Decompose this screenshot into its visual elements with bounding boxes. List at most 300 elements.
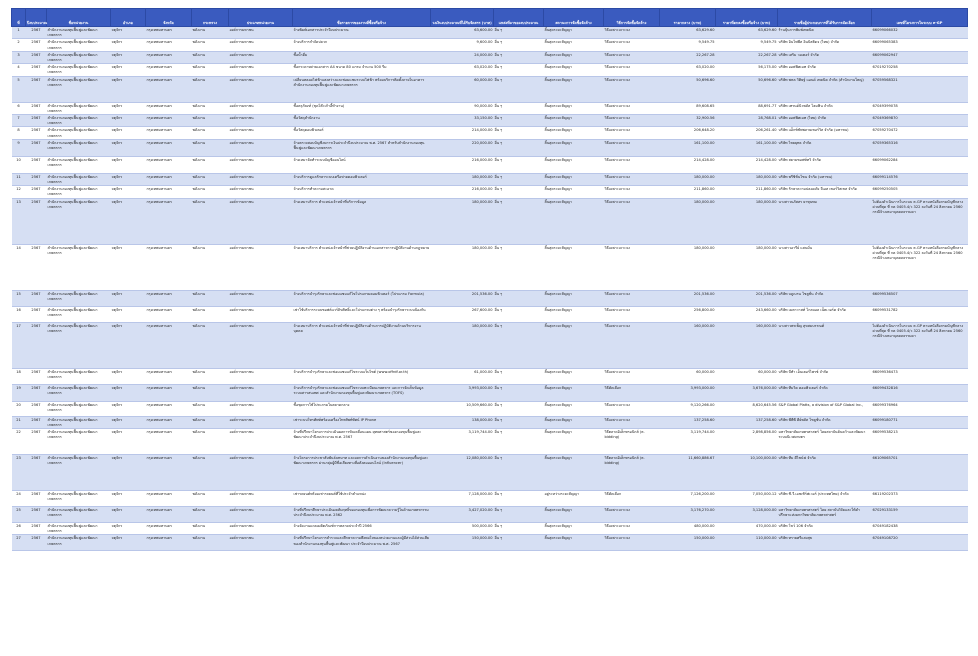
cell-province: กรุงเทพมหานคร [146, 322, 192, 368]
cell-no: 20 [12, 401, 26, 416]
cell-source: อื่น ๆ [494, 290, 544, 306]
cell-district: จตุจักร [111, 76, 146, 102]
cell-amount: 10,100,000.00 [716, 455, 778, 491]
table-row[interactable] [12, 64, 968, 76]
cell-year: 2567 [26, 322, 47, 368]
cell-ministry: พลังงาน [192, 322, 229, 368]
cell-vendor: บริษัท พรีซิชั่นโซน จำกัด (มหาชน) [778, 173, 872, 185]
cell-vendor: บริษัท พีพีพี คีย์พลัส โซลูชั่น จำกัด [778, 416, 872, 428]
cell-project: ซื้อวัสดุสำนักงาน [293, 115, 431, 127]
cell-source: อื่น ๆ [494, 102, 544, 114]
table-row[interactable] [12, 198, 968, 244]
table-row[interactable] [12, 173, 968, 185]
cell-amount: 7,050,000.12 [716, 491, 778, 507]
cell-amount: 214,428.00 [716, 156, 778, 173]
cell-source: อื่น ๆ [494, 416, 544, 428]
column-header-amount: ราคาที่ตกลงซื้อหรือจ้าง (บาท) [716, 9, 778, 27]
column-header-method: วิธีการจัดซื้อจัดจ้าง [604, 9, 660, 27]
cell-median: 60,000.00 [660, 368, 716, 384]
cell-vendor: นางสาวนภัสสร ยาทุนทม [778, 198, 872, 244]
cell-amount: 88,691.77 [716, 102, 778, 114]
cell-source: อื่น ๆ [494, 455, 544, 491]
cell-amount: 2,898,856.00 [716, 429, 778, 455]
cell-median: 161,100.00 [660, 139, 716, 156]
cell-agency-type: องค์การมหาชน [229, 401, 293, 416]
cell-source: อื่น ๆ [494, 156, 544, 173]
cell-contract: 67059568321 [872, 76, 968, 102]
cell-vendor: บริษัท โชว์ 106 จำกัด [778, 523, 872, 535]
cell-status: สิ้นสุดระยะสัญญา [544, 198, 604, 244]
cell-vendor: บริษัท อินโฟพีส อินบิสติดจ (ไทย) จำกัด [778, 39, 872, 51]
cell-province: กรุงเทพมหานคร [146, 401, 192, 416]
cell-method: วิธีเฉพาะเจาะจง [604, 186, 660, 198]
cell-status: สิ้นสุดระยะสัญญา [544, 535, 604, 551]
cell-project: จ้างบริการทำความสะอาด [293, 186, 431, 198]
cell-ministry: พลังงาน [192, 127, 229, 139]
cell-method: วิธีเฉพาะเจาะจง [604, 64, 660, 76]
table-row[interactable] [12, 491, 968, 507]
cell-vendor: บริษัท ไชยยุทธ จำกัด [778, 139, 872, 156]
cell-province: กรุงเทพมหานคร [146, 102, 192, 114]
cell-no: 22 [12, 429, 26, 455]
cell-agency: สำนักงานกองทุนฟื้นฟูและพัฒนาเกษตรกร [47, 384, 111, 401]
column-header-contract: เลขที่โครงการในระบบ e-GP [872, 9, 968, 27]
cell-method: วิธีเฉพาะเจาะจง [604, 27, 660, 39]
cell-agency-type: องค์การมหาชน [229, 76, 293, 102]
cell-budget: 201,536.00 [431, 290, 494, 306]
cell-project: ซื้อครุภัณฑ์ (ชุดโต๊ะเก้าอี้ทำงาน) [293, 102, 431, 114]
cell-agency: สำนักงานกองทุนฟื้นฟูและพัฒนาเกษตรกร [47, 368, 111, 384]
cell-agency: สำนักงานกองทุนฟื้นฟูและพัฒนาเกษตรกร [47, 290, 111, 306]
cell-project: จ้างตรวจสอบบัญชีงบการเงินประจำปีงบประมาณ พ.ศ. 2567 สำหรับสำนักงานกองทุนฟื้นฟูและพัฒนาเกษตรกร [293, 139, 431, 156]
cell-source: อื่น ๆ [494, 507, 544, 523]
column-header-project: ชื่อรายการของงานที่ซื้อหรือจ้าง [293, 9, 431, 27]
cell-no: 11 [12, 173, 26, 185]
cell-median: 180,000.00 [660, 244, 716, 290]
cell-status: สิ้นสุดระยะสัญญา [544, 102, 604, 114]
cell-vendor: บริษัท ออฟฟิศเมท จำกัด [778, 64, 872, 76]
cell-agency-type: องค์การมหาชน [229, 507, 293, 523]
cell-status: สิ้นสุดระยะสัญญา [544, 429, 604, 455]
table-row[interactable] [12, 523, 968, 535]
cell-method: วิธีตลาดอิเล็กทรอนิกส์ (e-bidding) [604, 455, 660, 491]
cell-contract: 66099376964 [872, 401, 968, 416]
cell-amount: 180,000.00 [716, 244, 778, 290]
cell-agency-type: องค์การมหาชน [229, 64, 293, 76]
cell-agency: สำนักงานกองทุนฟื้นฟูและพัฒนาเกษตรกร [47, 127, 111, 139]
cell-year: 2567 [26, 173, 47, 185]
cell-median: 150,000.00 [660, 535, 716, 551]
column-header-agency-type: ประเภทหน่วยงาน [229, 9, 293, 27]
cell-project: ซื้อชุดการใช้โปรแกรมในตลาดกลาง [293, 401, 431, 416]
cell-agency-type: องค์การมหาชน [229, 290, 293, 306]
cell-source: อื่น ๆ [494, 115, 544, 127]
cell-amount: 180,000.00 [716, 198, 778, 244]
cell-budget: 63,600.00 [431, 27, 494, 39]
cell-year: 2567 [26, 39, 47, 51]
cell-year: 2567 [26, 156, 47, 173]
cell-province: กรุงเทพมหานคร [146, 416, 192, 428]
cell-year: 2567 [26, 384, 47, 401]
cell-project: จ้างเหมาบริการ ตำแหน่งเจ้าหน้าที่ช่วยปฏิบัติงานด้านเอกสารการปฏิบัติงานด้านกฎหมาย [293, 244, 431, 290]
cell-project: ซื้อวัสดุคอมพิวเตอร์ [293, 127, 431, 139]
cell-district: จตุจักร [111, 127, 146, 139]
cell-method: วิธีเฉพาะเจาะจง [604, 535, 660, 551]
table-row[interactable] [12, 51, 968, 63]
cell-agency-type: องค์การมหาชน [229, 115, 293, 127]
cell-no: 16 [12, 306, 26, 322]
cell-project: เช่ารถยนต์พร้อมเช่ารถยนต์ที่ใช้ประจำตำแหน่ง [293, 491, 431, 507]
cell-project: จ้างจัดงานแถลงผลิตภัณฑ์การตลาดประจำปี 2566 [293, 523, 431, 535]
cell-district: จตุจักร [111, 27, 146, 39]
table-row[interactable] [12, 416, 968, 428]
cell-province: กรุงเทพมหานคร [146, 368, 192, 384]
cell-year: 2567 [26, 368, 47, 384]
cell-source: อื่น ๆ [494, 51, 544, 63]
cell-year: 2567 [26, 507, 47, 523]
table-body [12, 27, 968, 551]
cell-province: กรุงเทพมหานคร [146, 156, 192, 173]
cell-method: วิธีคัดเลือก [604, 491, 660, 507]
cell-agency-type: องค์การมหาชน [229, 102, 293, 114]
cell-agency-type: องค์การมหาชน [229, 429, 293, 455]
table-row[interactable] [12, 455, 968, 491]
column-header-budget: วงเงินงบประมาณที่ได้รับจัดสรร (บาท) [431, 9, 494, 27]
cell-status: สิ้นสุดระยะสัญญา [544, 306, 604, 322]
cell-project: จ้างเหมาบริการ ตำแหน่งเจ้าหน้าที่ช่วยปฏิบัติงานด้านการปฏิบัติงานด้านบริหารงานบุคคล [293, 322, 431, 368]
cell-no: 7 [12, 115, 26, 127]
cell-year: 2567 [26, 139, 47, 156]
cell-agency: สำนักงานกองทุนฟื้นฟูและพัฒนาเกษตรกร [47, 139, 111, 156]
cell-source: อื่น ๆ [494, 306, 544, 322]
cell-method: วิธีเฉพาะเจาะจง [604, 198, 660, 244]
cell-budget: 216,000.00 [431, 186, 494, 198]
cell-project: ซื้อกระดาษถ่ายเอกสาร A4 ขนาด 80 แกรม จำนวน 500 รีม [293, 64, 431, 76]
cell-no: 13 [12, 198, 26, 244]
cell-agency: สำนักงานกองทุนฟื้นฟูและพัฒนาเกษตรกร [47, 115, 111, 127]
table-row[interactable] [12, 384, 968, 401]
table-row[interactable] [12, 290, 968, 306]
cell-ministry: พลังงาน [192, 139, 229, 156]
table-row[interactable] [12, 115, 968, 127]
cell-project: เช่าใช้บริการระบบซอฟต์แวร์ลิขสิทธิ์และโปรแกรมต่าง ๆ พร้อมบำรุงรักษาระบบป้องกัน [293, 306, 431, 322]
cell-status: สิ้นสุดระยะสัญญา [544, 455, 604, 491]
cell-agency-type: องค์การมหาชน [229, 455, 293, 491]
cell-vendor: บริษัท ซี.วี.เอชเซิร์ฟเวอร์ (ประเทศไทย) จำกัด [778, 491, 872, 507]
cell-ministry: พลังงาน [192, 384, 229, 401]
cell-source: อื่น ๆ [494, 27, 544, 39]
cell-year: 2567 [26, 290, 47, 306]
cell-status: สิ้นสุดระยะสัญญา [544, 401, 604, 416]
cell-budget: 60,000.00 [431, 76, 494, 102]
cell-vendor: บริษัท ออฟฟิศเมท (ไทย) จำกัด [778, 115, 872, 127]
cell-budget: 138,000.00 [431, 416, 494, 428]
cell-status: สิ้นสุดระยะสัญญา [544, 384, 604, 401]
cell-year: 2567 [26, 127, 47, 139]
cell-province: กรุงเทพมหานคร [146, 64, 192, 76]
cell-agency: สำนักงานกองทุนฟื้นฟูและพัฒนาเกษตรกร [47, 507, 111, 523]
cell-year: 2567 [26, 76, 47, 102]
column-header-no: ที่ [12, 9, 26, 27]
cell-district: จตุจักร [111, 535, 146, 551]
cell-district: จตุจักร [111, 39, 146, 51]
cell-no: 26 [12, 523, 26, 535]
cell-vendor: บริษัท ทรายศรีแสงสุข [778, 535, 872, 551]
table-row[interactable] [12, 186, 968, 198]
cell-method: วิธีเฉพาะเจาะจง [604, 416, 660, 428]
cell-status: สิ้นสุดระยะสัญญา [544, 51, 604, 63]
cell-no: 8 [12, 127, 26, 139]
cell-province: กรุงเทพมหานคร [146, 27, 192, 39]
cell-ministry: พลังงาน [192, 244, 229, 290]
cell-province: กรุงเทพมหานคร [146, 429, 192, 455]
cell-agency-type: องค์การมหาชน [229, 384, 293, 401]
cell-no: 19 [12, 384, 26, 401]
cell-median: 256,800.00 [660, 306, 716, 322]
cell-median: 137,258.60 [660, 416, 716, 428]
cell-median: 9,549.75 [660, 39, 716, 51]
cell-agency: สำนักงานกองทุนฟื้นฟูและพัฒนาเกษตรกร [47, 186, 111, 198]
cell-source: อื่น ๆ [494, 535, 544, 551]
cell-median: 180,000.00 [660, 198, 716, 244]
table-row[interactable] [12, 535, 968, 551]
cell-contract: 67049369870 [872, 115, 968, 127]
cell-amount: 201,536.00 [716, 290, 778, 306]
cell-contract: 66099536473 [872, 368, 968, 384]
cell-vendor: นางสาวพรเพ็ญ สุขสมบรรณศ์ [778, 322, 872, 368]
cell-contract: 66099065383 [872, 39, 968, 51]
cell-agency-type: องค์การมหาชน [229, 368, 293, 384]
cell-project: จ้างที่ปรึกษาโครงการประเมินผลการขับเคลื่อนแผน ยุทธศาสตร์ของกองทุนฟื้นฟูและพัฒนาประจำปีงบประมาณ พ.ศ. 2567 [293, 429, 431, 455]
cell-contract: 66099114576 [872, 173, 968, 185]
table-row[interactable] [12, 368, 968, 384]
cell-district: จตุจักร [111, 429, 146, 455]
cell-year: 2567 [26, 64, 47, 76]
cell-method: วิธีเฉพาะเจาะจง [604, 102, 660, 114]
cell-contract: ไม่ต้องดำเนินการในระบบ e-GP ตามหนังสือกรมบัญชีกลาง ด่วนที่สุด ที่ กค 0405.4/ว 322 ลงวันที่ 24 สิงหาคม 2560 กรณีจ้างเหมาบุคคลธรรมดา [872, 244, 968, 290]
cell-method: วิธีเฉพาะเจาะจง [604, 368, 660, 384]
cell-median: 63,629.60 [660, 27, 716, 39]
cell-province: กรุงเทพมหานคร [146, 244, 192, 290]
cell-project: เปลี่ยนหลอดไฟฟ้าแสงสว่างและซ่อมแซมระบบไฟฟ้า พร้อมบริการติดตั้งภายในอาคารสำนักงานกองทุนฟื้นฟูและพัฒนาเกษตรกร [293, 76, 431, 102]
cell-district: จตุจักร [111, 401, 146, 416]
cell-source: อื่น ๆ [494, 429, 544, 455]
cell-province: กรุงเทพมหานคร [146, 186, 192, 198]
cell-contract: 67059270472 [872, 127, 968, 139]
cell-province: กรุงเทพมหานคร [146, 455, 192, 491]
cell-amount: 50,696.60 [716, 76, 778, 102]
cell-no: 18 [12, 368, 26, 384]
cell-agency-type: องค์การมหาชน [229, 306, 293, 322]
cell-ministry: พลังงาน [192, 156, 229, 173]
cell-method: วิธีเฉพาะเจาะจง [604, 306, 660, 322]
table-row[interactable] [12, 102, 968, 114]
cell-contract: ไม่ต้องดำเนินการในระบบ e-GP ตามหนังสือกรมบัญชีกลาง ด่วนที่สุด ที่ กค 0405.4/ว 322 ลงวันที่ 24 สิงหาคม 2560 กรณีจ้างเหมาบุคคลธรรมดา [872, 322, 968, 368]
cell-status: สิ้นสุดระยะสัญญา [544, 127, 604, 139]
cell-source: อื่น ๆ [494, 76, 544, 102]
cell-amount: 243,660.00 [716, 306, 778, 322]
cell-no: 10 [12, 156, 26, 173]
table-row[interactable] [12, 429, 968, 455]
cell-vendor: บริษัท เทรนด์นิวพลัส โฮมฟิน จำกัด [778, 102, 872, 114]
cell-status: สิ้นสุดระยะสัญญา [544, 368, 604, 384]
cell-district: จตุจักร [111, 51, 146, 63]
table-row[interactable] [12, 139, 968, 156]
cell-method: วิธีเฉพาะเจาะจง [604, 127, 660, 139]
cell-budget: 7,128,000.00 [431, 491, 494, 507]
cell-agency: สำนักงานกองทุนฟื้นฟูและพัฒนาเกษตรกร [47, 244, 111, 290]
cell-ministry: พลังงาน [192, 401, 229, 416]
cell-amount: 8,620,645.56 [716, 401, 778, 416]
cell-year: 2567 [26, 535, 47, 551]
cell-amount: 3,128,000.00 [716, 507, 778, 523]
cell-project: จ้างพิมพ์เอกสารประจำปีงบประมาณ [293, 27, 431, 39]
cell-agency: สำนักงานกองทุนฟื้นฟูและพัฒนาเกษตรกร [47, 27, 111, 39]
cell-contract: 66109065701 [872, 455, 968, 491]
cell-agency: สำนักงานกองทุนฟื้นฟูและพัฒนาเกษตรกร [47, 76, 111, 102]
cell-province: กรุงเทพมหานคร [146, 39, 192, 51]
cell-year: 2567 [26, 491, 47, 507]
cell-project: จ้างบริการบำรุงรักษาและซ่อมแซมแก้ไขระบบเว็บไซต์ (www.offrdf.or.th) [293, 368, 431, 384]
cell-median: 201,536.00 [660, 290, 716, 306]
cell-contract: 67049182438 [872, 523, 968, 535]
cell-status: สิ้นสุดระยะสัญญา [544, 244, 604, 290]
cell-median: 22,267.28 [660, 51, 716, 63]
cell-contract: ไม่ต้องดำเนินการในระบบ e-GP ตามหนังสือกรมบัญชีกลาง ด่วนที่สุด ที่ กค 0405.4/ว 322 ลงวันที่ 24 สิงหาคม 2560 กรณีจ้างเหมาบุคคลธรรมดา [872, 198, 968, 244]
cell-year: 2567 [26, 27, 47, 39]
cell-status: สิ้นสุดระยะสัญญา [544, 322, 604, 368]
cell-district: จตุจักร [111, 64, 146, 76]
procurement-sheet [11, 8, 967, 551]
cell-vendor: S&P Global Platts, a division of S&P Global Inc., [778, 401, 872, 416]
cell-year: 2567 [26, 416, 47, 428]
cell-agency-type: องค์การมหาชน [229, 244, 293, 290]
cell-status: สิ้นสุดระยะสัญญา [544, 290, 604, 306]
cell-method: วิธีเฉพาะเจาะจง [604, 507, 660, 523]
cell-agency-type: องค์การมหาชน [229, 139, 293, 156]
cell-amount: 22,267.28 [716, 51, 778, 63]
cell-year: 2567 [26, 186, 47, 198]
cell-status: สิ้นสุดระยะสัญญา [544, 186, 604, 198]
cell-method: วิธีเฉพาะเจาะจง [604, 139, 660, 156]
cell-vendor: บริษัท เสริม วอเตอร์ จำกัด [778, 51, 872, 63]
header-row [12, 9, 968, 27]
cell-median: 9,120,266.00 [660, 401, 716, 416]
cell-source: อื่น ๆ [494, 173, 544, 185]
cell-agency: สำนักงานกองทุนฟื้นฟูและพัฒนาเกษตรกร [47, 322, 111, 368]
cell-ministry: พลังงาน [192, 507, 229, 523]
table-row[interactable] [12, 322, 968, 368]
cell-year: 2567 [26, 51, 47, 63]
cell-project: จ้างบริการกำจัดปลวก [293, 39, 431, 51]
cell-contract: 66099180771 [872, 416, 968, 428]
cell-contract: 66099062947 [872, 51, 968, 63]
cell-district: จตุจักร [111, 455, 146, 491]
cell-agency-type: องค์การมหาชน [229, 173, 293, 185]
cell-province: กรุงเทพมหานคร [146, 198, 192, 244]
cell-year: 2567 [26, 244, 47, 290]
cell-project: จ้างเหมาบริการ ตำแหน่งเจ้าหน้าที่บริการข้อมูล [293, 198, 431, 244]
table-row[interactable] [12, 27, 968, 39]
table-row[interactable] [12, 306, 968, 322]
cell-agency: สำนักงานกองทุนฟื้นฟูและพัฒนาเกษตรกร [47, 416, 111, 428]
cell-province: กรุงเทพมหานคร [146, 127, 192, 139]
cell-agency: สำนักงานกองทุนฟื้นฟูและพัฒนาเกษตรกร [47, 491, 111, 507]
cell-vendor: บริษัท ทีม ดีไซน์ฟ จำกัด [778, 455, 872, 491]
cell-no: 23 [12, 455, 26, 491]
table-row[interactable] [12, 244, 968, 290]
cell-budget: 3,427,020.00 [431, 507, 494, 523]
cell-province: กรุงเทพมหานคร [146, 491, 192, 507]
cell-year: 2567 [26, 429, 47, 455]
cell-source: อื่น ๆ [494, 186, 544, 198]
cell-agency-type: องค์การมหาชน [229, 51, 293, 63]
table-row[interactable] [12, 76, 968, 102]
cell-agency-type: องค์การมหาชน [229, 523, 293, 535]
cell-budget: 24,000.00 [431, 51, 494, 63]
cell-contract: 67019270258 [872, 64, 968, 76]
cell-agency-type: องค์การมหาชน [229, 156, 293, 173]
cell-method: วิธีเฉพาะเจาะจง [604, 76, 660, 102]
table-row[interactable] [12, 156, 968, 173]
cell-source: อื่น ๆ [494, 127, 544, 139]
cell-district: จตุจักร [111, 384, 146, 401]
cell-ministry: พลังงาน [192, 102, 229, 114]
cell-budget: 214,000.00 [431, 127, 494, 139]
column-header-source: แหล่งที่มาของงบประมาณ [494, 9, 544, 27]
cell-ministry: พลังงาน [192, 27, 229, 39]
cell-no: 24 [12, 491, 26, 507]
cell-agency-type: องค์การมหาชน [229, 127, 293, 139]
cell-ministry: พลังงาน [192, 51, 229, 63]
cell-median: 50,696.60 [660, 76, 716, 102]
cell-no: 14 [12, 244, 26, 290]
cell-source: อื่น ๆ [494, 39, 544, 51]
cell-vendor: บริษัท เมตาวาสท์ โกลบอล เน็ตเวอร์ค จำกัด [778, 306, 872, 322]
cell-no: 6 [12, 102, 26, 114]
cell-amount: 110,000.00 [716, 535, 778, 551]
cell-method: วิธีคัดเลือก [604, 384, 660, 401]
column-header-status: สถานะการจัดซื้อจัดจ้าง [544, 9, 604, 27]
cell-ministry: พลังงาน [192, 115, 229, 127]
cell-agency: สำนักงานกองทุนฟื้นฟูและพัฒนาเกษตรกร [47, 455, 111, 491]
cell-province: กรุงเทพมหานคร [146, 535, 192, 551]
cell-district: จตุจักร [111, 290, 146, 306]
table-row[interactable] [12, 127, 968, 139]
cell-agency-type: องค์การมหาชน [229, 416, 293, 428]
cell-amount: 60,000.00 [716, 368, 778, 384]
cell-source: อื่น ๆ [494, 64, 544, 76]
cell-agency: สำนักงานกองทุนฟื้นฟูและพัฒนาเกษตรกร [47, 51, 111, 63]
cell-contract: 67029133159 [872, 507, 968, 523]
table-row[interactable] [12, 39, 968, 51]
cell-contract: 66099432816 [872, 384, 968, 401]
cell-district: จตุจักร [111, 322, 146, 368]
cell-year: 2567 [26, 401, 47, 416]
cell-vendor: บริษัท สยามซอฟท์ทวิ จำกัด [778, 156, 872, 173]
cell-method: วิธีเฉพาะเจาะจง [604, 401, 660, 416]
cell-median: 3,176,270.00 [660, 507, 716, 523]
cell-status: อยู่ระหว่างระยะสัญญา [544, 491, 604, 507]
cell-agency-type: องค์การมหาชน [229, 535, 293, 551]
cell-no: 17 [12, 322, 26, 368]
column-header-median: ราคากลาง (บาท) [660, 9, 716, 27]
cell-ministry: พลังงาน [192, 64, 229, 76]
table-row[interactable] [12, 507, 968, 523]
table-row[interactable] [12, 401, 968, 416]
cell-district: จตุจักร [111, 156, 146, 173]
cell-method: วิธีเฉพาะเจาะจง [604, 156, 660, 173]
